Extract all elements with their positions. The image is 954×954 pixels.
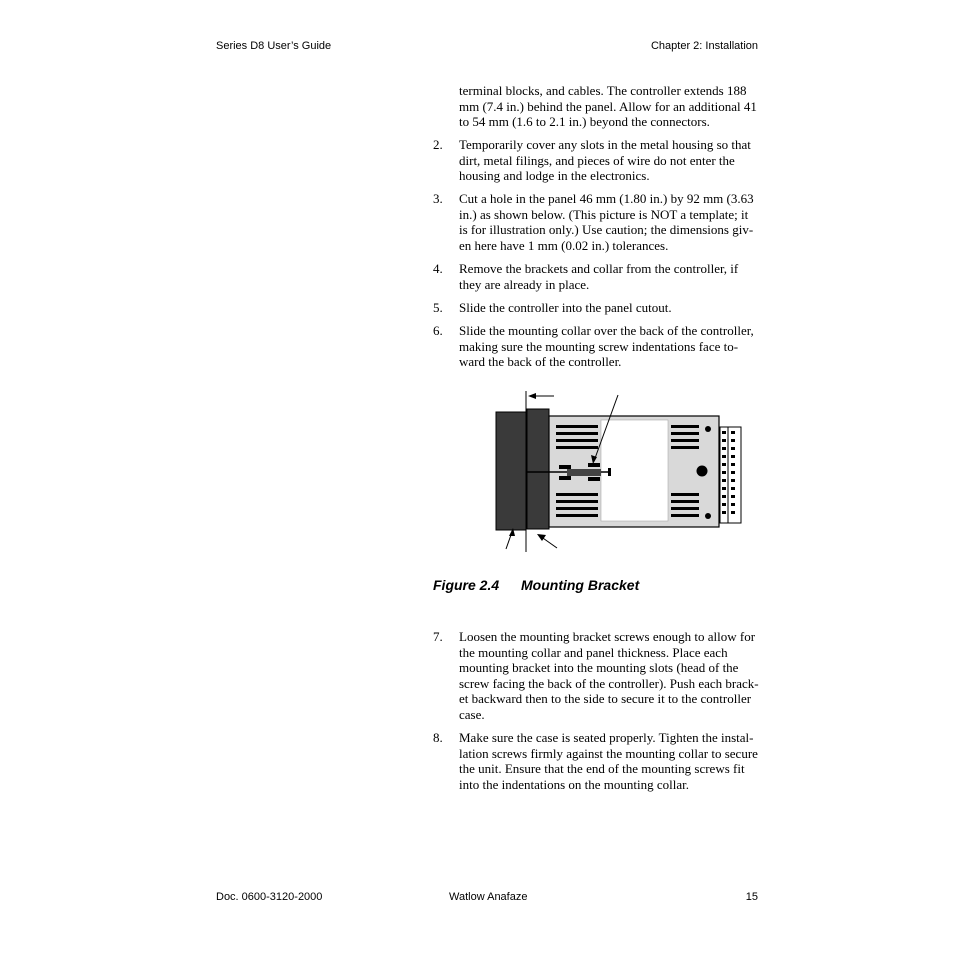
text-line: making sure the mounting screw indentations face to- <box>459 338 739 354</box>
text-line: Temporarily cover any slots in the metal housing so that <box>459 137 751 152</box>
text-line: Slide the mounting collar over the back of the controller, <box>459 323 754 338</box>
text-line: in.) as shown below. (This picture is NOT a template; it <box>459 206 749 222</box>
text-line: they are already in place. <box>459 276 590 292</box>
mounting-screw-tip <box>608 468 611 476</box>
mounting-collar <box>527 409 549 529</box>
text-line: en here have 1 mm (0.02 in.) tolerances. <box>459 237 669 253</box>
housing-dot <box>705 513 711 519</box>
step-number: 6. <box>433 323 443 338</box>
running-header-right: Chapter 2: Installation <box>650 40 758 52</box>
text-line: Cut a hole in the panel 46 mm (1.80 in.) by 92 mm (3.63 <box>459 191 754 206</box>
text-line: dirt, metal filings, and pieces of wire do not enter the <box>459 152 735 168</box>
housing-dot <box>697 466 708 477</box>
step-text <box>459 191 769 253</box>
step-text <box>459 730 769 792</box>
step-number: 2. <box>433 137 443 152</box>
text-line: housing and lodge in the electronics. <box>459 168 650 184</box>
housing-label-area <box>601 420 668 521</box>
text-line: mm (7.4 in.) behind the panel. Allow for an additional 41 <box>459 98 757 114</box>
text-line: ward the back of the controller. <box>459 354 622 370</box>
text-line: Remove the brackets and collar from the controller, if <box>459 261 739 276</box>
text-line: Slide the controller into the panel cutout. <box>459 300 672 315</box>
text-line: into the indentations on the mounting collar. <box>459 776 689 792</box>
step-number: 8. <box>433 730 443 745</box>
text-line: Make sure the case is seated properly. Tighten the instal- <box>459 730 754 745</box>
text-line: mounting bracket into the mounting slots (head of the <box>459 660 739 676</box>
intro-paragraph <box>459 83 769 130</box>
text-line: the unit. Ensure that the end of the mounting screws fit <box>459 761 745 777</box>
text-line: screw facing the back of the controller). Push each brack- <box>459 675 759 691</box>
step-text <box>459 300 769 316</box>
text-line: the mounting collar and panel thickness. Place each <box>459 644 728 660</box>
arrowhead <box>528 393 536 399</box>
figure-label: Figure 2.4 <box>433 577 500 593</box>
text-line: is for illustration only.) Use caution; the dimensions giv- <box>459 222 754 238</box>
step-text <box>459 261 769 292</box>
step-number: 4. <box>433 261 443 276</box>
page-number: 15 <box>745 891 758 903</box>
arrowhead <box>537 534 546 541</box>
step-number: 3. <box>433 191 443 206</box>
step-text <box>459 629 769 723</box>
text-line: lation screws firmly against the mounting collar to secure <box>459 745 758 761</box>
mounting-bracket-illustration <box>490 387 750 557</box>
text-line: Loosen the mounting bracket screws enough to allow for <box>459 629 756 644</box>
step-text <box>459 137 769 184</box>
running-header-left: Series D8 User’s Guide <box>216 40 332 52</box>
footer-doc-number: Doc. 0600-3120-2000 <box>216 891 323 903</box>
text-line: et backward then to the side to secure it to the controller <box>459 691 752 707</box>
figure-caption <box>433 577 640 593</box>
text-line: case. <box>459 706 485 722</box>
text-line: terminal blocks, and cables. The controller extends 188 <box>459 83 747 98</box>
step-number: 5. <box>433 300 443 315</box>
housing-dot <box>705 426 711 432</box>
footer-company: Watlow Anafaze <box>449 891 528 903</box>
figure-title: Mounting Bracket <box>521 577 640 593</box>
controller-bezel <box>496 412 526 530</box>
text-line: to 54 mm (1.6 to 2.1 in.) beyond the connectors. <box>459 114 710 130</box>
step-number: 7. <box>433 629 443 644</box>
step-text <box>459 323 769 370</box>
